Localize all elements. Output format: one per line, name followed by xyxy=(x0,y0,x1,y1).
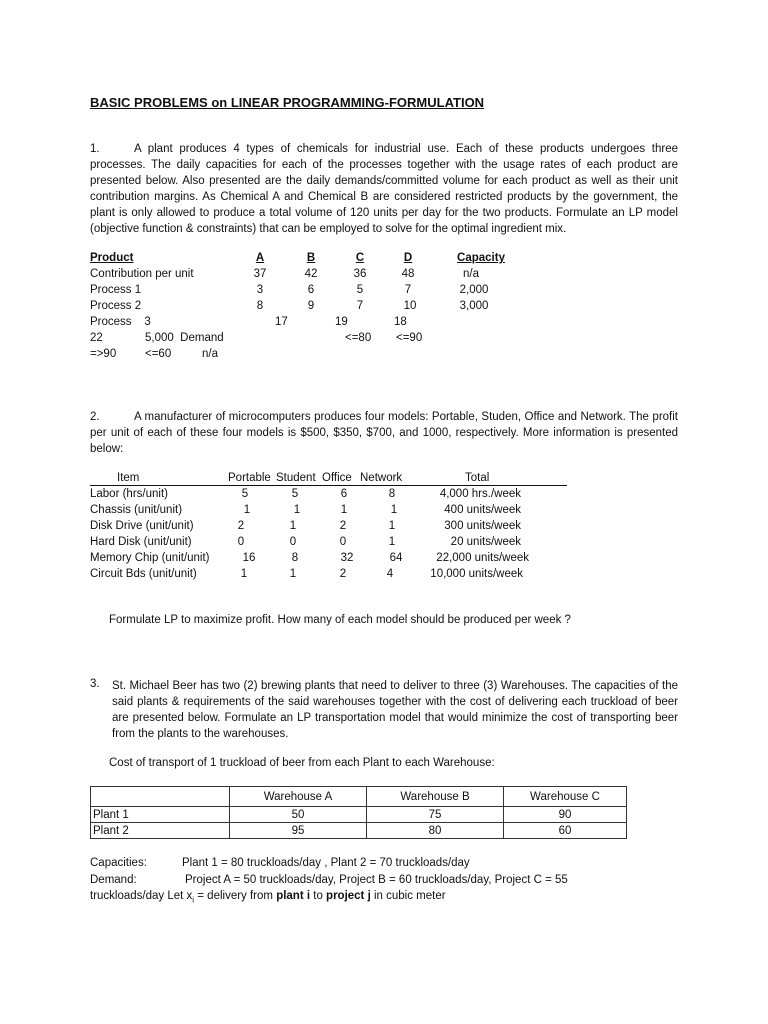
p2-header-student: Student xyxy=(276,472,316,484)
p1-cell: 19 xyxy=(335,316,348,328)
p1-cell: 5 xyxy=(356,284,364,296)
table-cell: 50 xyxy=(230,807,367,823)
p1-header-capacity: Capacity xyxy=(457,252,505,264)
p2-cell: 5 xyxy=(291,488,299,500)
table-cell: 75 xyxy=(367,807,504,823)
p2-header-total: Total xyxy=(465,472,490,484)
p1-cell: <=80 xyxy=(345,332,372,344)
table-cell: 95 xyxy=(230,823,367,839)
warehouse-cost-table xyxy=(90,786,627,839)
problem-1-number: 1. xyxy=(90,143,100,155)
p2-cell: 1 xyxy=(390,504,398,516)
p2-cell: 4,000 hrs./week xyxy=(439,488,521,500)
p2-cell: 0 xyxy=(289,536,297,548)
problem-1-text xyxy=(90,141,678,237)
p2-cell: 0 xyxy=(339,536,347,548)
text-segment: = delivery from xyxy=(194,890,277,902)
table-row-label: Plant 2 xyxy=(91,823,230,839)
table-header-warehouse-c: Warehouse C xyxy=(504,787,627,807)
table-row xyxy=(91,787,627,807)
p1-cell: =>90 xyxy=(90,348,117,360)
p2-cell: 6 xyxy=(340,488,348,500)
p2-cell: 400 units/week xyxy=(444,504,521,516)
p2-cell: 5 xyxy=(241,488,249,500)
p1-header-c: C xyxy=(355,252,365,264)
p2-cell: 1 xyxy=(289,568,297,580)
p1-cell: 6 xyxy=(307,284,315,296)
p1-cell: n/a xyxy=(202,348,218,360)
p2-cell: 1 xyxy=(243,504,251,516)
subscript-i: i xyxy=(192,895,195,905)
p1-row-label: Process 3 xyxy=(90,316,151,328)
p2-row-label: Chassis (unit/unit) xyxy=(90,504,183,516)
p1-cell: 3,000 xyxy=(459,300,489,312)
table-row-label: Plant 1 xyxy=(91,807,230,823)
capacities-text: Plant 1 = 80 truckloads/day , Plant 2 = 70 truckloads/day xyxy=(182,857,470,869)
p1-cell: 18 xyxy=(394,316,407,328)
p2-cell: 64 xyxy=(389,552,403,564)
p1-cell: 17 xyxy=(275,316,288,328)
table-cell xyxy=(91,787,230,807)
p1-cell: 36 xyxy=(353,268,367,280)
problem-3-text: St. Michael Beer has two (2) brewing plants that need to deliver to three (3) Warehouses. The capacities of the said plants & requirements of the said warehouses together with the cost of delivering each truckload of beer are presented below. Formulate an LP transportation model that would minimize the cost of transporting beer from the plants to the warehouses. xyxy=(112,680,678,740)
p2-cell: 10,000 units/week xyxy=(430,568,523,580)
p1-cell: 9 xyxy=(307,300,315,312)
p1-header-b: B xyxy=(306,252,316,264)
p1-row-label: Contribution per unit xyxy=(90,268,194,280)
p2-cell: 20 units/week xyxy=(450,536,521,548)
p1-cell: <=60 xyxy=(145,348,172,360)
p2-cell: 1 xyxy=(289,520,297,532)
p1-cell: 22 xyxy=(90,332,103,344)
table-cell: 80 xyxy=(367,823,504,839)
p2-row-label: Circuit Bds (unit/unit) xyxy=(90,568,197,580)
p1-cell: 48 xyxy=(401,268,415,280)
p2-cell: 2 xyxy=(237,520,245,532)
table-header-warehouse-b: Warehouse B xyxy=(367,787,504,807)
p2-cell: 1 xyxy=(240,568,248,580)
table-row xyxy=(91,823,627,839)
capacities-label: Capacities: xyxy=(90,857,147,869)
p1-header-d: D xyxy=(403,252,413,264)
text-segment: in cubic meter xyxy=(370,890,446,902)
text-segment: truckloads/day Let x xyxy=(90,890,193,902)
p2-cell: 16 xyxy=(242,552,256,564)
p1-cell: 10 xyxy=(403,300,417,312)
p2-cell: 1 xyxy=(293,504,301,516)
p2-row-label: Disk Drive (unit/unit) xyxy=(90,520,194,532)
p1-cell: 2,000 xyxy=(459,284,489,296)
p1-header-product: Product xyxy=(90,252,134,264)
p2-header-underline xyxy=(90,485,567,486)
p2-cell: 8 xyxy=(388,488,396,500)
p2-cell: 32 xyxy=(340,552,354,564)
p1-cell: 42 xyxy=(304,268,318,280)
p1-header-a: A xyxy=(255,252,265,264)
p2-cell: 22,000 units/week xyxy=(436,552,529,564)
problem-3-number: 3. xyxy=(90,678,100,690)
problem-3-cost-caption: Cost of transport of 1 truckload of beer from each Plant to each Warehouse: xyxy=(109,757,495,769)
text-segment: to xyxy=(310,890,327,902)
demand-label: Demand: xyxy=(90,874,137,886)
p1-cell: 3 xyxy=(256,284,264,296)
p2-cell: 1 xyxy=(388,536,396,548)
p2-cell: 1 xyxy=(340,504,348,516)
p1-cell: 7 xyxy=(356,300,364,312)
p2-cell: 8 xyxy=(291,552,299,564)
problem-1-body: A plant produces 4 types of chemicals for industrial use. Each of these products undergoes three processes. The daily capacities for each of the processes together with the usage rates of each product are presented below. Also presented are the daily demands/committed volume for each product as well as their unit contribution margins. As Chemical A and Chemical B are considered restricted products by the government, the plant is only allowed to produce a total volume of 120 units per day for the two products. Formulate an LP model (objective function & constraints) that can be employed to solve for the optimal ingredient mix. xyxy=(90,143,678,235)
p2-header-portable: Portable xyxy=(228,472,271,484)
table-row xyxy=(91,807,627,823)
p1-cell: <=90 xyxy=(396,332,423,344)
p2-cell: 2 xyxy=(339,568,347,580)
p1-cell: 5,000 Demand xyxy=(145,332,224,344)
p1-cell: 37 xyxy=(253,268,267,280)
table-cell: 90 xyxy=(504,807,627,823)
p1-cell: n/a xyxy=(463,268,479,280)
p1-cell: 7 xyxy=(404,284,412,296)
problem-2-question: Formulate LP to maximize profit. How many of each model should be produced per week ? xyxy=(109,614,571,626)
p2-row-label: Hard Disk (unit/unit) xyxy=(90,536,192,548)
problem-2-text xyxy=(90,409,678,457)
p2-header-office: Office xyxy=(322,472,352,484)
p2-cell: 300 units/week xyxy=(444,520,521,532)
problem-2-body: A manufacturer of microcomputers produces four models: Portable, Studen, Office and Network. The profit per unit of each of these four models is $500, $350, $700, and 1000, respectively. More information is presented below: xyxy=(90,411,678,455)
p2-cell: 4 xyxy=(386,568,394,580)
p1-cell: 8 xyxy=(256,300,264,312)
bold-plant-i: plant i xyxy=(276,890,311,902)
p2-cell: 0 xyxy=(237,536,245,548)
bold-project-j: project j xyxy=(326,890,371,902)
p2-cell: 1 xyxy=(388,520,396,532)
decision-variable-line xyxy=(90,890,446,904)
problem-2-number: 2. xyxy=(90,411,100,423)
p2-header-network: Network xyxy=(360,472,403,484)
p2-header-item: Item xyxy=(117,472,140,484)
p2-row-label: Labor (hrs/unit) xyxy=(90,488,168,500)
table-header-warehouse-a: Warehouse A xyxy=(230,787,367,807)
p1-row-label: Process 1 xyxy=(90,284,142,296)
document-title: BASIC PROBLEMS on LINEAR PROGRAMMING-FORMULATION xyxy=(90,95,485,110)
p2-cell: 2 xyxy=(339,520,347,532)
p1-row-label: Process 2 xyxy=(90,300,142,312)
demand-text: Project A = 50 truckloads/day, Project B = 60 truckloads/day, Project C = 55 xyxy=(185,874,568,886)
table-cell: 60 xyxy=(504,823,627,839)
p2-row-label: Memory Chip (unit/unit) xyxy=(90,552,210,564)
